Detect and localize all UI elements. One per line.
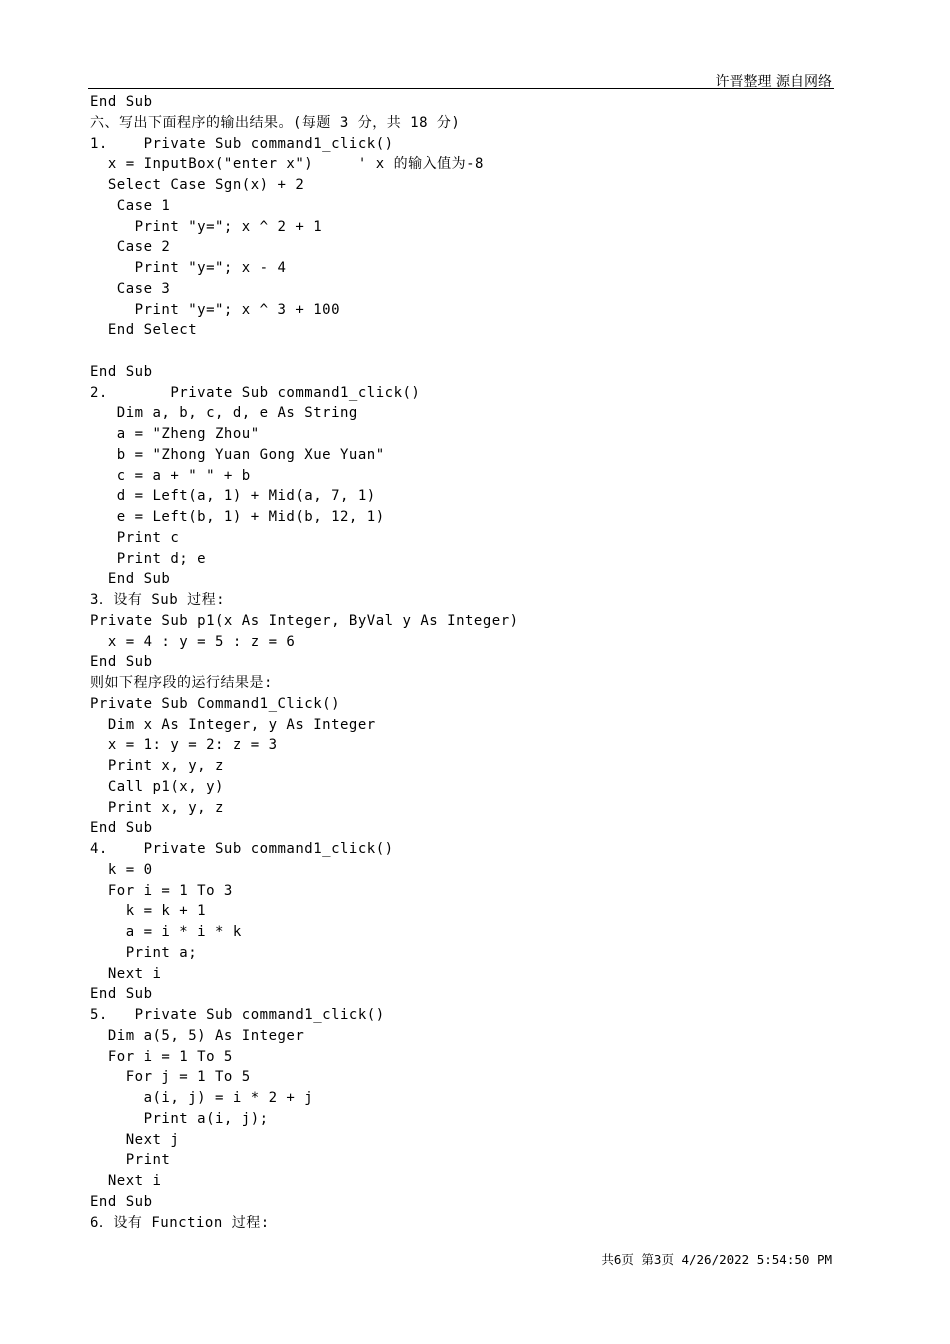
text-line: Private Sub p1(x As Integer, ByVal y As Integer) [90, 612, 519, 629]
text-line: Print c [90, 529, 180, 546]
text-line: End Sub [90, 654, 153, 671]
text-line: Dim x As Integer, y As Integer [90, 716, 376, 733]
text-line: Dim a, b, c, d, e As String [90, 405, 358, 422]
text-line: Select Case Sgn(x) + 2 [90, 177, 305, 193]
text-line: Private Sub Command1_Click() [90, 695, 341, 712]
text-line: Case 1 [90, 197, 171, 214]
text-line: Print x, y, z [90, 758, 224, 774]
text-line: k = 0 [90, 861, 153, 878]
text-line: Dim a(5, 5) As Integer [90, 1027, 305, 1044]
text-line: End Sub [90, 986, 153, 1003]
text-line: c = a + " " + b [90, 467, 251, 484]
text-line: End Sub [90, 94, 153, 110]
text-line: End Sub [90, 1193, 153, 1210]
text-line: k = k + 1 [90, 903, 207, 920]
text-line: a = "Zheng Zhou" [90, 426, 260, 442]
text-line: 6．设有 Function 过程: [90, 1214, 270, 1231]
text-line: 3．设有 Sub 过程: [90, 592, 226, 608]
text-line: Case 3 [90, 280, 171, 297]
text-line: Print "y="; x ^ 3 + 100 [90, 301, 341, 318]
text-line: Print a; [90, 944, 198, 961]
text-line: x = 4 : y = 5 : z = 6 [90, 633, 296, 650]
text-line: Next i [90, 965, 162, 982]
text-line: End Sub [90, 363, 153, 380]
text-line: 1. Private Sub command1_click() [90, 135, 394, 152]
text-line: Next j [90, 1131, 180, 1148]
text-line: Call p1(x, y) [90, 778, 224, 795]
text-line: Next i [90, 1173, 162, 1189]
text-line: For i = 1 To 5 [90, 1048, 233, 1065]
text-line: a(i, j) = i * 2 + j [90, 1090, 314, 1106]
text-line: x = InputBox("enter x") ' x 的输入值为-8 [90, 156, 484, 173]
text-line: Print d; e [90, 550, 207, 567]
text-line: 2. Private Sub command1_click() [90, 384, 421, 401]
text-line: Print [90, 1152, 171, 1169]
text-line: For j = 1 To 5 [90, 1069, 251, 1086]
page-footer: 共6页 第3页 4/26/2022 5:54:50 PM [601, 1252, 832, 1267]
header-text: 许晋整理 源自网络 [715, 74, 832, 90]
text-line: d = Left(a, 1) + Mid(a, 7, 1) [90, 488, 376, 505]
text-line: End Sub [90, 820, 153, 837]
text-line: a = i * i * k [90, 924, 242, 940]
text-line: Print x, y, z [90, 799, 224, 816]
text-line [90, 341, 850, 362]
text-line: 4. Private Sub command1_click() [90, 841, 394, 857]
text-line: Print "y="; x ^ 2 + 1 [90, 218, 323, 235]
text-line: 六、写出下面程序的输出结果。(每题 3 分，共 18 分) [90, 114, 461, 131]
text-line: Print "y="; x - 4 [90, 260, 287, 276]
text-line: 5. Private Sub command1_click() [90, 1007, 385, 1023]
text-line: b = "Zhong Yuan Gong Xue Yuan" [90, 446, 385, 463]
page-header [88, 70, 834, 89]
text-line: For i = 1 To 3 [90, 882, 233, 899]
text-line: x = 1: y = 2: z = 3 [90, 737, 278, 754]
text-line: End Sub [90, 571, 171, 588]
text-line: 则如下程序段的运行结果是: [90, 675, 273, 691]
document-body [90, 92, 850, 1233]
text-line: End Select [90, 322, 198, 339]
text-line: Case 2 [90, 239, 171, 256]
text-line: e = Left(b, 1) + Mid(b, 12, 1) [90, 509, 385, 525]
text-line: Print a(i, j); [90, 1110, 269, 1127]
